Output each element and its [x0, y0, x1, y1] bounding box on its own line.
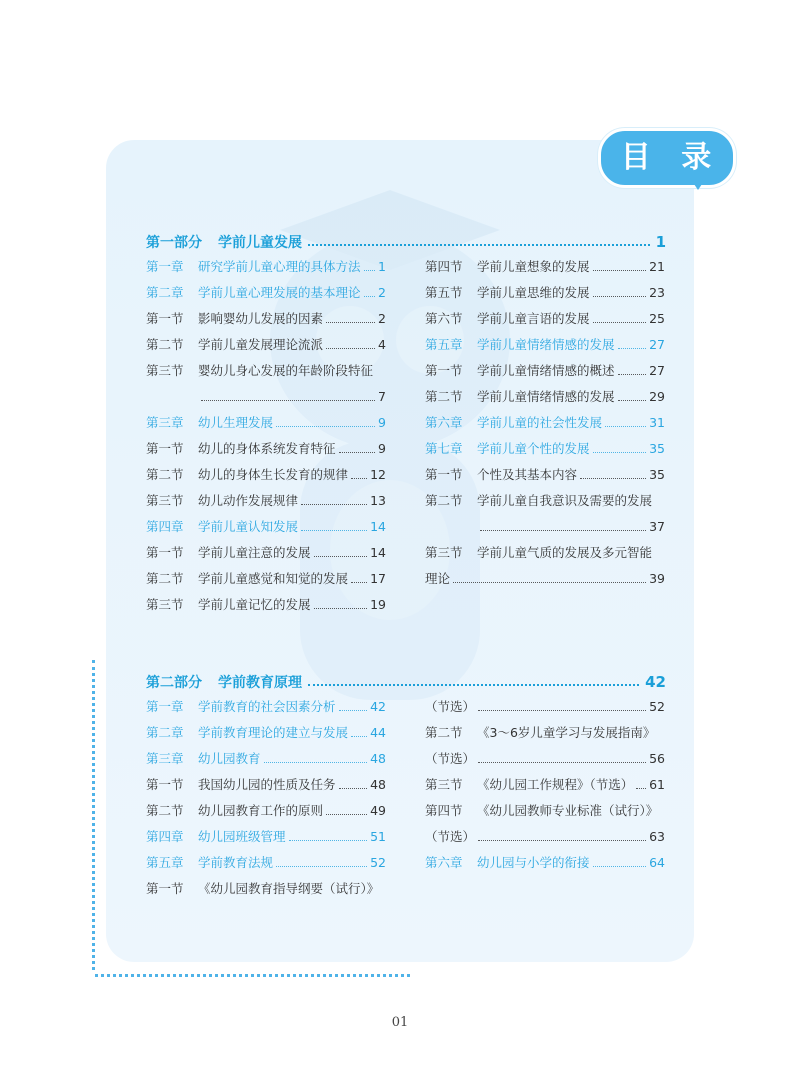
toc-entry-title: 学前儿童情绪情感的发展 [477, 389, 615, 404]
leader-dots [605, 426, 646, 427]
toc-entry-title: 学前儿童情绪情感的概述 [477, 363, 615, 378]
toc-entry-page: 52 [649, 698, 665, 714]
toc-entry-number: 第四章 [146, 519, 184, 534]
toc-entry-number: 第三节 [425, 777, 463, 792]
toc-entry-title: 幼儿园班级管理 [198, 829, 286, 844]
part-title: 学前儿童发展 [218, 235, 302, 251]
toc-entry-page: 64 [649, 854, 665, 870]
toc-entry-title: 学前儿童注意的发展 [198, 545, 311, 560]
leader-dots [201, 400, 375, 401]
toc-entry-number: 第一节 [425, 363, 463, 378]
toc-section-row[interactable] [146, 490, 386, 510]
toc-entry-number: 第五节 [425, 285, 463, 300]
toc-entry-title: 幼儿园与小学的衔接 [477, 855, 590, 870]
toc-section-row[interactable] [146, 568, 386, 588]
toc-entry-page: 13 [370, 492, 386, 508]
toc-entry-number: 第七章 [425, 441, 463, 456]
part-label: 第二部分 [146, 675, 202, 691]
toc-entry-page: 31 [649, 414, 665, 430]
toc-entry-number: 第一章 [146, 699, 184, 714]
toc-section-row[interactable] [146, 334, 386, 354]
toc-entry-page: 39 [649, 570, 665, 586]
toc-entry-title: 学前教育法规 [198, 855, 274, 870]
leader-dots [364, 296, 376, 297]
part-label: 第一部分 [146, 235, 202, 251]
leader-dots [593, 270, 647, 271]
toc-chapter-row[interactable] [146, 852, 386, 872]
toc-entry-page: 37 [649, 518, 665, 534]
toc-entry-title: 《3～6岁儿童学习与发展指南》 [477, 725, 656, 740]
toc-section-row[interactable] [146, 594, 386, 614]
leader-dots [480, 530, 646, 531]
toc-entry-page: 56 [649, 750, 665, 766]
toc-entry-number: 第三节 [146, 597, 184, 612]
toc-section-row[interactable] [146, 800, 386, 820]
toc-entry-title: （节选） [425, 699, 476, 714]
toc-entry-page: 7 [378, 388, 386, 404]
toc-entry-number: 第一节 [146, 441, 184, 456]
leader-dots [326, 348, 375, 349]
leader-dots [593, 452, 647, 453]
leader-dots [276, 426, 375, 427]
toc-entry-title: 幼儿动作发展规律 [198, 493, 299, 508]
toc-entry-page: 25 [649, 310, 665, 326]
toc-section-row[interactable] [425, 800, 665, 820]
toc-entry-number: 第六章 [425, 855, 463, 870]
toc-entry-title: 我国幼儿园的性质及任务 [198, 777, 336, 792]
leader-dots [308, 684, 639, 686]
toc-title-badge [598, 128, 736, 188]
leader-dots [301, 504, 367, 505]
toc-chapter-row[interactable] [425, 852, 665, 872]
toc-entry-page: 29 [649, 388, 665, 404]
toc-entry-page: 52 [370, 854, 386, 870]
leader-dots [351, 582, 367, 583]
leader-dots [593, 296, 647, 297]
toc-entry-title: （节选） [425, 829, 476, 844]
toc-entry-page: 14 [370, 518, 386, 534]
toc-entry-number: 第二节 [425, 725, 463, 740]
toc-entry-title: 学前儿童个性的发展 [477, 441, 590, 456]
toc-section-row[interactable] [425, 748, 665, 768]
toc-entry-title: 学前儿童发展理论流派 [198, 337, 324, 352]
toc-entry-page: 44 [370, 724, 386, 740]
leader-dots [478, 762, 646, 763]
toc-entry-title: 学前教育的社会因素分析 [198, 699, 336, 714]
leader-dots [301, 530, 367, 531]
toc-entry-page: 14 [370, 544, 386, 560]
toc-chapter-row[interactable] [146, 722, 386, 742]
page-number: 01 [391, 1015, 409, 1030]
toc-entry-page: 4 [378, 336, 386, 352]
leader-dots [339, 788, 368, 789]
toc-section-row[interactable] [425, 542, 665, 562]
leader-dots [289, 840, 368, 841]
toc-entry-number: 第三节 [425, 545, 463, 560]
leader-dots [618, 348, 647, 349]
toc-section-row[interactable] [425, 386, 665, 406]
toc-entry-title: 影响婴幼儿发展的因素 [198, 311, 324, 326]
toc-chapter-row[interactable] [146, 516, 386, 536]
toc-section-row[interactable] [425, 722, 665, 742]
toc-entry-number: 第一节 [146, 545, 184, 560]
toc-entry-title: 学前儿童思维的发展 [477, 285, 590, 300]
toc-entry-number: 第四章 [146, 829, 184, 844]
toc-entry-number: 第二章 [146, 285, 184, 300]
leader-dots [593, 322, 647, 323]
toc-entry-page: 21 [649, 258, 665, 274]
toc-entry-title: 学前儿童记忆的发展 [198, 597, 311, 612]
toc-entry-title: 幼儿生理发展 [198, 415, 274, 430]
toc-entry-page: 17 [370, 570, 386, 586]
toc-entry-page: 19 [370, 596, 386, 612]
toc-entry-title: 个性及其基本内容 [477, 467, 578, 482]
badge-tail [690, 178, 706, 190]
toc-section-row[interactable] [425, 568, 665, 588]
toc-entry-title: 学前儿童想象的发展 [477, 259, 590, 274]
toc-entry-page: 61 [649, 776, 665, 792]
part-heading[interactable] [146, 670, 666, 694]
part-heading[interactable] [146, 230, 666, 254]
toc-entry-title: 幼儿的身体系统发育特征 [198, 441, 336, 456]
toc-entry-number: 第六节 [425, 311, 463, 326]
toc-entry-page: 51 [370, 828, 386, 844]
toc-entry-number: 第二节 [146, 803, 184, 818]
toc-entry-page: 49 [370, 802, 386, 818]
leader-dots [593, 866, 647, 867]
toc-entry-number: 第一节 [425, 467, 463, 482]
leader-dots [580, 478, 646, 479]
toc-entry-title: 幼儿园教育 [198, 751, 261, 766]
toc-section-row[interactable] [146, 360, 386, 380]
toc-entry-number: 第三节 [146, 363, 184, 378]
part-page: 1 [655, 233, 666, 251]
toc-entry-title: 婴幼儿身心发展的年龄阶段特征 [198, 363, 374, 378]
toc-entry-number: 第一节 [146, 311, 184, 326]
toc-entry-title: （节选） [425, 751, 476, 766]
toc-entry-number: 第二节 [146, 571, 184, 586]
toc-entry-number: 第四节 [425, 259, 463, 274]
toc-entry-number: 第三章 [146, 415, 184, 430]
toc-chapter-row[interactable] [146, 282, 386, 302]
leader-dots [453, 582, 646, 583]
toc-entry-title: 《幼儿园工作规程》（节选） [477, 777, 634, 792]
toc-chapter-row[interactable] [146, 412, 386, 432]
toc-entry-page: 48 [370, 750, 386, 766]
toc-entry-number: 第四节 [425, 803, 463, 818]
leader-dots [364, 270, 376, 271]
toc-entry-number: 第一章 [146, 259, 184, 274]
leader-dots [326, 814, 367, 815]
toc-section-row[interactable] [425, 490, 665, 510]
toc-entry-title: 幼儿的身体生长发育的规律 [198, 467, 349, 482]
toc-entry-title: 学前儿童感觉和知觉的发展 [198, 571, 349, 586]
toc-entry-page: 9 [378, 440, 386, 456]
leader-dots [276, 866, 367, 867]
toc-chapter-row[interactable] [146, 256, 386, 276]
toc-entry-title: 学前儿童的社会性发展 [477, 415, 603, 430]
toc-entry-number: 第三节 [146, 493, 184, 508]
toc-entry-number: 第二章 [146, 725, 184, 740]
toc-entry-title: 学前儿童言语的发展 [477, 311, 590, 326]
leader-dots [636, 788, 646, 789]
toc-entry-page: 23 [649, 284, 665, 300]
leader-dots [314, 556, 368, 557]
leader-dots [339, 452, 376, 453]
leader-dots [326, 322, 375, 323]
toc-section-row[interactable] [146, 438, 386, 458]
toc-entry-number: 第二节 [425, 493, 463, 508]
toc-section-row[interactable] [146, 774, 386, 794]
toc-section-row[interactable] [425, 464, 665, 484]
toc-section-row[interactable] [146, 386, 386, 406]
toc-entry-page: 27 [649, 336, 665, 352]
toc-entry-number: 第三章 [146, 751, 184, 766]
toc-entry-title: 学前教育理论的建立与发展 [198, 725, 349, 740]
toc-entry-page: 48 [370, 776, 386, 792]
toc-entry-page: 63 [649, 828, 665, 844]
leader-dots [339, 710, 368, 711]
toc-section-row[interactable] [146, 542, 386, 562]
toc-section-row[interactable] [146, 878, 386, 898]
toc-entry-page: 2 [378, 310, 386, 326]
toc-entry-page: 35 [649, 440, 665, 456]
toc-chapter-row[interactable] [146, 696, 386, 716]
toc-entry-number: 第一节 [146, 881, 184, 896]
toc-entry-title: 《幼儿园教师专业标准（试行）》 [477, 803, 659, 818]
leader-dots [618, 400, 647, 401]
toc-chapter-row[interactable] [146, 826, 386, 846]
toc-entry-title: 学前儿童认知发展 [198, 519, 299, 534]
toc-entry-title: 理论 [425, 571, 451, 586]
toc-entry-title: 幼儿园教育工作的原则 [198, 803, 324, 818]
toc-entry-title: 研究学前儿童心理的具体方法 [198, 259, 361, 274]
toc-section-row[interactable] [425, 308, 665, 328]
leader-dots [618, 374, 647, 375]
toc-entry-title: 学前儿童情绪情感的发展 [477, 337, 615, 352]
toc-entry-number: 第二节 [146, 467, 184, 482]
toc-entry-title: 学前儿童气质的发展及多元智能 [477, 545, 653, 560]
toc-section-row[interactable] [425, 360, 665, 380]
toc-section-row[interactable] [146, 464, 386, 484]
toc-chapter-row[interactable] [425, 334, 665, 354]
leader-dots [478, 840, 646, 841]
toc-entry-title: 学前儿童心理发展的基本理论 [198, 285, 361, 300]
toc-entry-number: 第五章 [146, 855, 184, 870]
toc-entry-number: 第一节 [146, 777, 184, 792]
decorative-dotted-line [92, 660, 95, 970]
toc-section-row[interactable] [425, 256, 665, 276]
toc-section-row[interactable] [425, 826, 665, 846]
toc-entry-number: 第二节 [425, 389, 463, 404]
toc-section-row[interactable] [146, 308, 386, 328]
toc-chapter-row[interactable] [146, 748, 386, 768]
toc-entry-number: 第六章 [425, 415, 463, 430]
toc-entry-page: 9 [378, 414, 386, 430]
toc-entry-number: 第二节 [146, 337, 184, 352]
toc-chapter-row[interactable] [425, 438, 665, 458]
toc-section-row[interactable] [425, 774, 665, 794]
toc-section-row[interactable] [425, 516, 665, 536]
toc-entry-page: 35 [649, 466, 665, 482]
leader-dots [314, 608, 368, 609]
toc-title: 目 录 [620, 140, 722, 175]
part-title: 学前教育原理 [218, 675, 302, 691]
toc-section-row[interactable] [425, 696, 665, 716]
toc-entry-number: 第五章 [425, 337, 463, 352]
toc-entry-title: 学前儿童自我意识及需要的发展 [477, 493, 653, 508]
toc-entry-page: 12 [370, 466, 386, 482]
decorative-dotted-line [95, 974, 410, 977]
leader-dots [264, 762, 368, 763]
toc-entry-page: 2 [378, 284, 386, 300]
part-page: 42 [645, 673, 666, 691]
toc-entry-title: 《幼儿园教育指导纲要（试行）》 [198, 881, 380, 896]
toc-section-row[interactable] [425, 282, 665, 302]
toc-chapter-row[interactable] [425, 412, 665, 432]
leader-dots [351, 736, 367, 737]
toc-entry-page: 42 [370, 698, 386, 714]
leader-dots [308, 244, 650, 246]
leader-dots [351, 478, 367, 479]
leader-dots [478, 710, 646, 711]
toc-entry-page: 1 [378, 258, 386, 274]
toc-entry-page: 27 [649, 362, 665, 378]
